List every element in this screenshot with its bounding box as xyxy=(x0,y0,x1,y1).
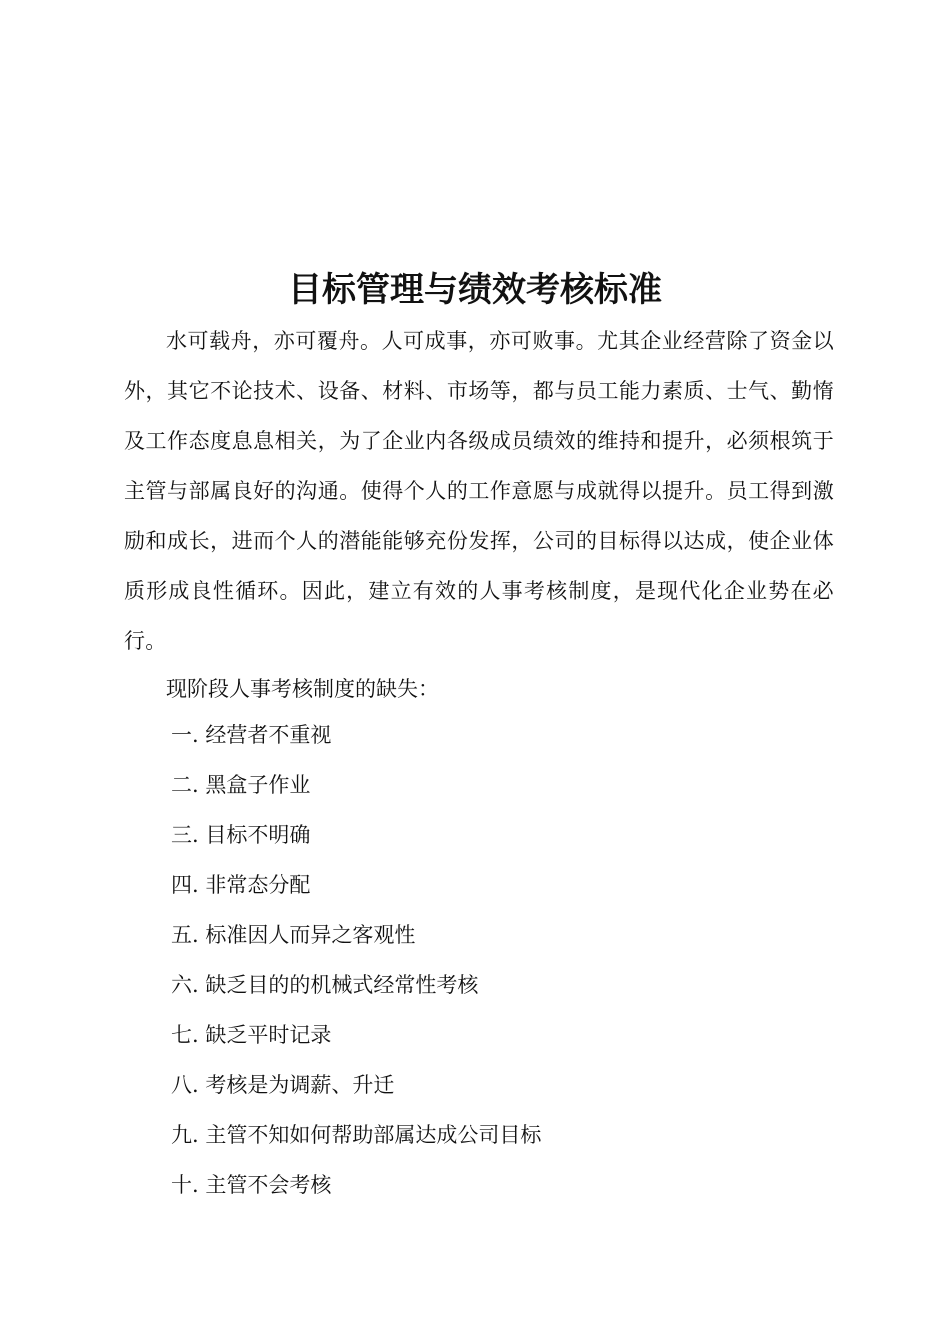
list-item: 二. 黑盒子作业 xyxy=(171,773,311,797)
intro-paragraph: 水可载舟，亦可覆舟。人可成事，亦可败事。尤其企业经营除了资金以外，其它不论技术、设备、材料、市场等，都与员工能力素质、士气、勤惰及工作态度息息相关，为了企业内各级成员绩效的维持和提升，必须根筑于主管与部属良好的沟通。使得个人的工作意愿与成就得以提升。员工得到激励和成长，进而个人的潜能能够充份发挥，公司的目标得以达成，使企业体质形成良性循环。因此，建立有效的人事考核制度，是现代化企业势在必行。 xyxy=(124,329,834,653)
deficiency-list xyxy=(171,710,541,1210)
list-item: 五. 标准因人而异之客观性 xyxy=(171,923,416,947)
document-title: 目标管理与绩效考核标准 xyxy=(288,270,662,310)
list-item: 一. 经营者不重视 xyxy=(171,723,332,747)
list-item: 七. 缺乏平时记录 xyxy=(171,1023,332,1047)
list-item: 八. 考核是为调薪、升迁 xyxy=(171,1073,395,1097)
list-item: 十. 主管不会考核 xyxy=(171,1173,332,1197)
list-item: 九. 主管不知如何帮助部属达成公司目标 xyxy=(171,1123,542,1147)
list-item: 三. 目标不明确 xyxy=(171,823,311,847)
list-item: 六. 缺乏目的的机械式经常性考核 xyxy=(171,973,479,997)
section-heading: 现阶段人事考核制度的缺失： xyxy=(166,677,439,701)
list-item: 四. 非常态分配 xyxy=(171,873,311,897)
